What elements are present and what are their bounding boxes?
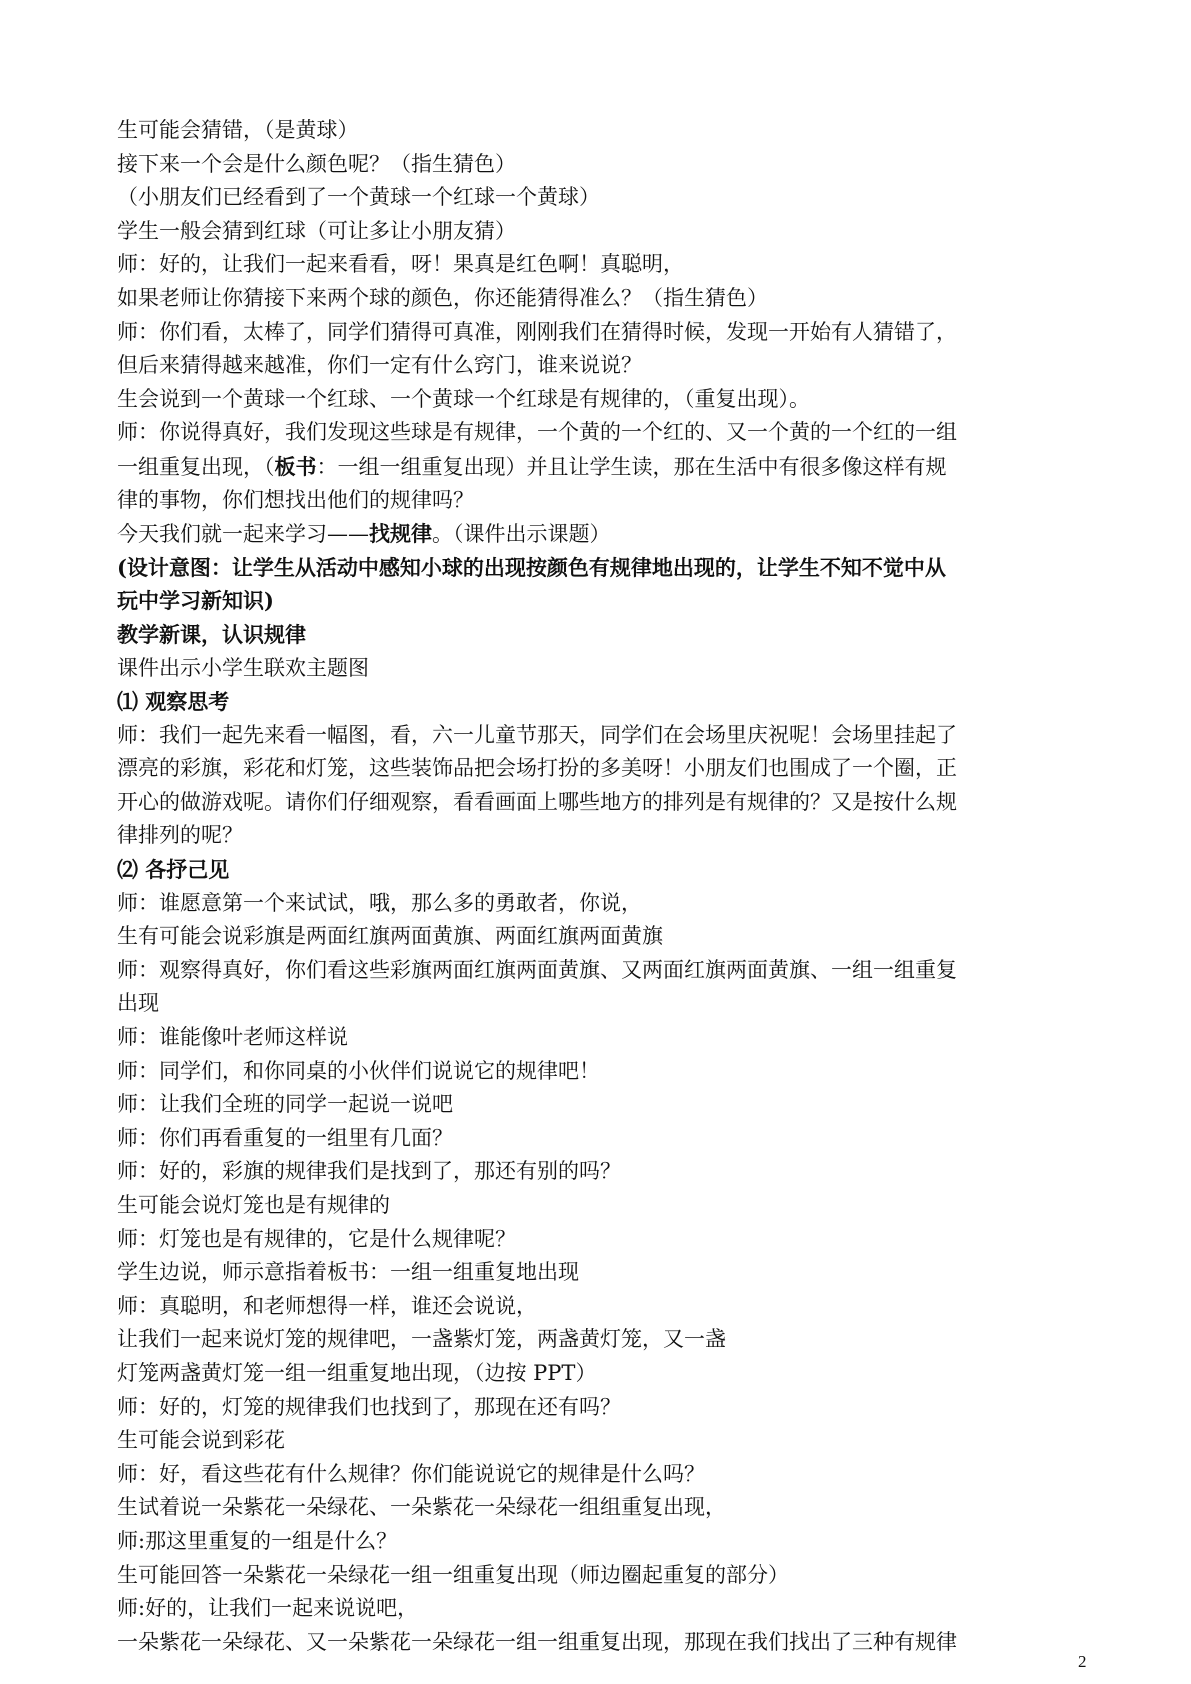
text-line: 但后来猜得越来越准，你们一定有什么窍门，谁来说说？	[117, 353, 642, 378]
text-line: 师:好的，让我们一起来说说吧，	[117, 1596, 419, 1621]
text-line: 学生边说，师示意指着板书：一组一组重复地出现	[117, 1260, 579, 1285]
text-line: 课件出示小学生联欢主题图	[117, 655, 369, 680]
text-line: 师：观察得真好，你们看这些彩旗两面红旗两面黄旗、又两面红旗两面黄旗、一组一组重复	[117, 957, 957, 982]
text-line: 灯笼两盏黄灯笼一组一组重复地出现，（边按 PPT）	[117, 1360, 597, 1385]
text-line: 师：好的，灯笼的规律我们也找到了，那现在还有吗？	[117, 1394, 621, 1419]
text-line: 生可能会说到彩花	[117, 1428, 285, 1453]
text-line: 让我们一起来说灯笼的规律吧，一盏紫灯笼，两盏黄灯笼，又一盏	[117, 1327, 726, 1352]
text-line: 师：好，看这些花有什么规律？你们能说说它的规律是什么吗？	[117, 1461, 705, 1486]
text-line: 学生一般会猜到红球（可让多让小朋友猜）	[117, 218, 516, 243]
text-line: 师：你们看，太棒了，同学们猜得可真准，刚刚我们在猜得时候，发现一开始有人猜错了，	[117, 319, 957, 344]
text-line: 生可能会说灯笼也是有规律的	[117, 1193, 390, 1217]
text-line: 师：好的，彩旗的规律我们是找到了，那还有别的吗？	[117, 1159, 621, 1184]
text-line: 生会说到一个黄球一个红球、一个黄球一个红球是有规律的，（重复出现）。	[117, 386, 810, 411]
text-line: 一朵紫花一朵绿花、又一朵紫花一朵绿花一组一组重复出现，那现在我们找出了三种有规律	[117, 1629, 957, 1654]
bold-keyword: 找规律	[369, 521, 432, 547]
text-segment: 一组重复出现，（	[117, 454, 275, 479]
text-line: 律排列的呢？	[117, 823, 243, 848]
bold-keyword: 板书	[274, 453, 317, 479]
text-segment: 今天我们就一起来学习——	[117, 522, 369, 547]
page-number: 2	[1078, 1652, 1087, 1671]
text-line: 接下来一个会是什么颜色呢？（指生猜色）	[117, 151, 516, 176]
text-segment: 。（课件出示课题）	[432, 522, 611, 547]
heading-line: ⑴ 观察思考	[117, 689, 230, 715]
heading-line: 教学新课，认识规律	[117, 621, 306, 647]
document-body	[117, 114, 1097, 1659]
text-line: 师：谁能像叶老师这样说	[117, 1025, 348, 1050]
text-line: 如果老师让你猜接下来两个球的颜色，你还能猜得准么？（指生猜色）	[117, 285, 768, 310]
text-line: 生试着说一朵紫花一朵绿花、一朵紫花一朵绿花一组组重复出现，	[117, 1495, 726, 1520]
text-line: 师：真聪明，和老师想得一样，谁还会说说，	[117, 1293, 537, 1318]
text-line: 生可能会猜错，（是黄球）	[117, 118, 359, 142]
text-line: 师：谁愿意第一个来试试，哦，那么多的勇敢者，你说，	[117, 890, 642, 915]
text-line: 师：同学们，和你同桌的小伙伴们说说它的规律吧！	[117, 1058, 600, 1083]
text-line: 师:那这里重复的一组是什么？	[117, 1528, 398, 1553]
text-line	[117, 450, 1097, 484]
text-line: 师：我们一起先来看一幅图，看，六一儿童节那天，同学们在会场里庆祝呢！会场里挂起了	[117, 722, 957, 747]
text-line: 生有可能会说彩旗是两面红旗两面黄旗、两面红旗两面黄旗	[117, 924, 663, 949]
text-segment: ：一组一组重复出现）并且让学生读，那在生活中有很多像这样有规	[316, 454, 947, 479]
text-line	[117, 517, 1097, 551]
heading-line: ⑵ 各抒己见	[117, 857, 230, 883]
text-line: 律的事物，你们想找出他们的规律吗？	[117, 487, 474, 512]
text-line: 开心的做游戏呢。请你们仔细观察，看看画面上哪些地方的排列是有规律的？又是按什么规	[117, 789, 957, 814]
text-line: 师：好的，让我们一起来看看，呀！果真是红色啊！真聪明，	[117, 252, 684, 277]
heading-line: (设计意图：让学生从活动中感知小球的出现按颜色有规律地出现的，让学生不知不觉中从	[117, 554, 946, 580]
text-line: 生可能回答一朵紫花一朵绿花一组一组重复出现（师边圈起重复的部分）	[117, 1562, 789, 1587]
text-line: 师：灯笼也是有规律的，它是什么规律呢？	[117, 1226, 516, 1251]
heading-line: 玩中学习新知识)	[117, 588, 274, 614]
text-line: 师：你说得真好，我们发现这些球是有规律，一个黄的一个红的、又一个黄的一个红的一组	[117, 420, 957, 445]
text-line: 漂亮的彩旗，彩花和灯笼，这些装饰品把会场打扮的多美呀！小朋友们也围成了一个圈，正	[117, 756, 957, 781]
text-line: 出现	[117, 991, 159, 1016]
text-line: 师：让我们全班的同学一起说一说吧	[117, 1092, 453, 1117]
text-line: （小朋友们已经看到了一个黄球一个红球一个黄球）	[117, 185, 600, 210]
text-line: 师：你们再看重复的一组里有几面？	[117, 1125, 453, 1150]
